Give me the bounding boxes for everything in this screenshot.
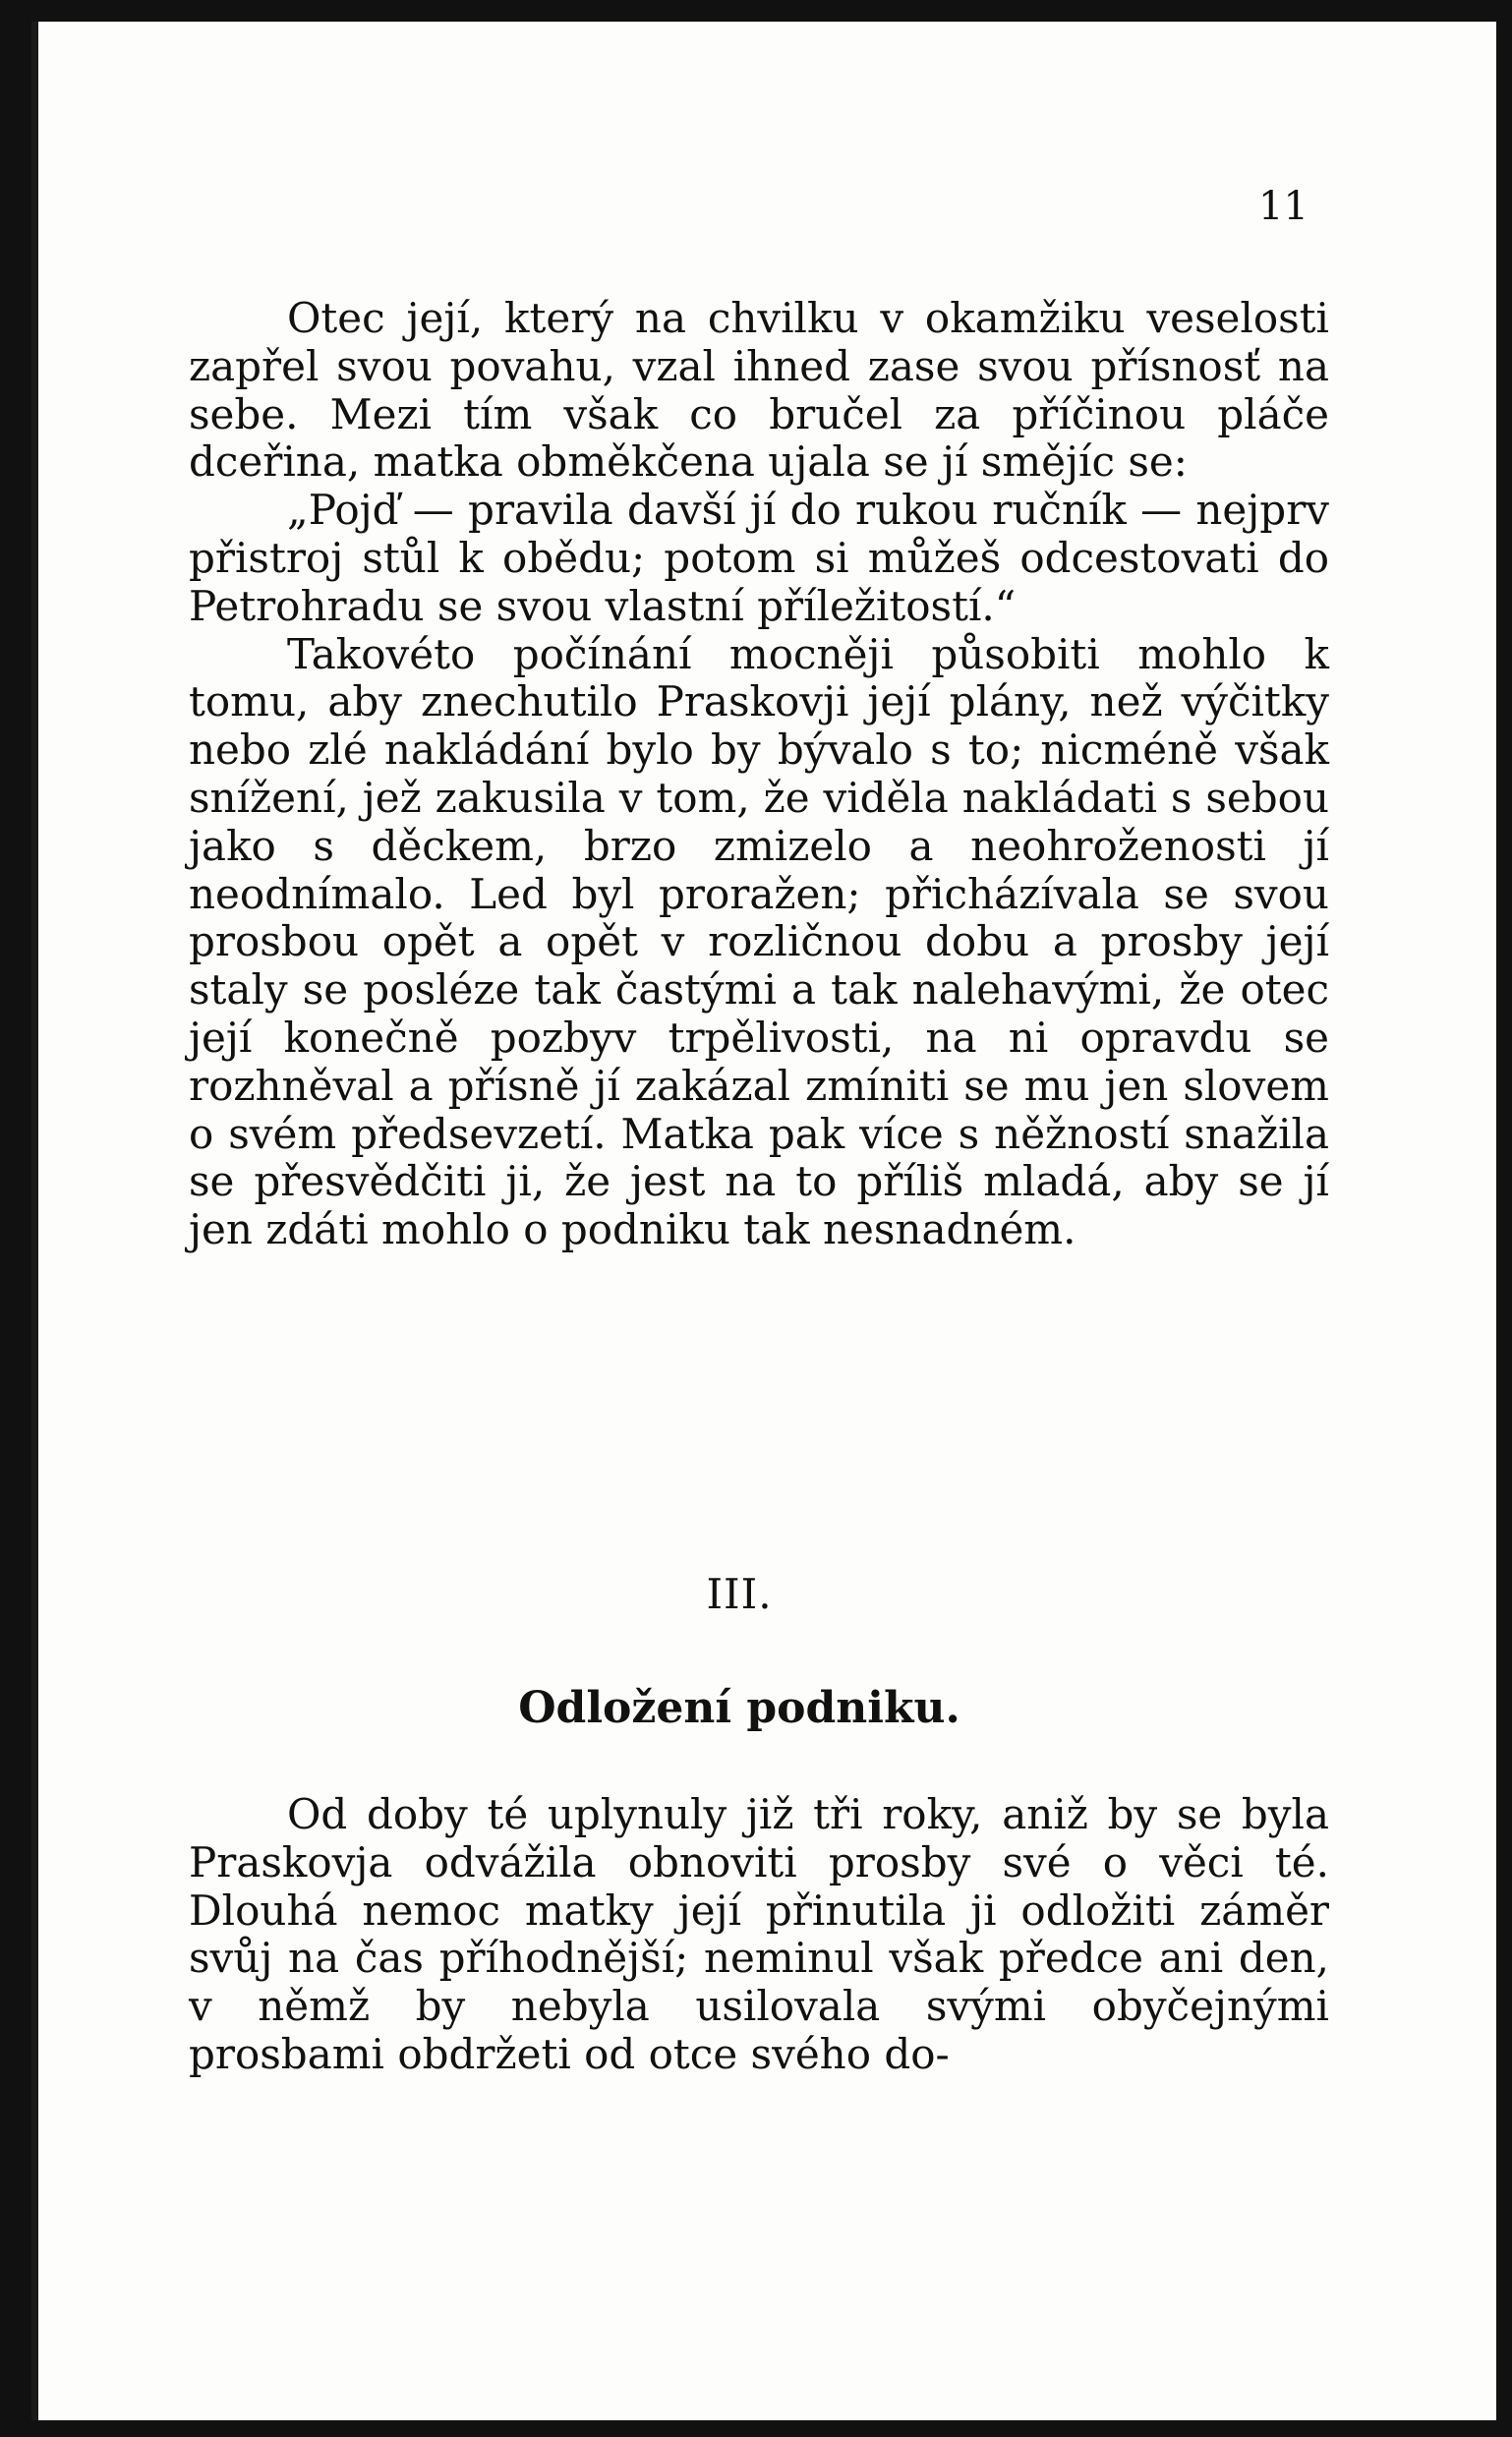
- chapter-title: Odložení podniku.: [518, 1683, 960, 1733]
- book-page: [31, 22, 1496, 2420]
- paragraph: Od doby té uplynuly již tři roky, aniž by se byla Praskovja odvážila obnoviti prosby své o věci té. Dlouhá nemoc matky její přinutila ji odložiti záměr svůj na čas příhodnější; neminul však předce ani den, v němž by nebyla usilovala svými obyčejnými prosbami obdržeti od otce svého do-: [189, 1790, 1329, 2078]
- page-edge-rule: [31, 22, 38, 2420]
- paragraph: „Pojď — pravila davší jí do rukou ručník — nejprv přistroj stůl k obědu; potom si můžeš odcestovati do Petrohradu se svou vlastní příležitostí.“: [189, 486, 1329, 630]
- bottom-text-block: [189, 1791, 1329, 2079]
- paragraph: Otec její, který na chvilku v okamžiku veselosti zapřel svou povahu, vzal ihned zase svou přísnosť na sebe. Mezi tím však co bručel za příčinou pláče dceřina, matka obměkčena ujala se jí smějíc se:: [189, 294, 1329, 487]
- top-text-block: [189, 295, 1329, 1254]
- chapter-number: III.: [706, 1570, 773, 1618]
- page-number: 11: [1258, 184, 1308, 229]
- paragraph: Takovéto počínání mocněji působiti mohlo k tomu, aby znechutilo Praskovji její plány, než výčitky nebo zlé nakládání bylo by bývalo s to; nicméně však snížení, jež zakusila v tom, že viděla nakládati s sebou jako s děckem, brzo zmizelo a neohroženosti jí neodnímalo. Led byl proražen; přicházívala se svou prosbou opět a opět v rozličnou dobu a prosby její staly se posléze tak častými a tak nalehavými, že otec její konečně pozbyv trpělivosti, na ni opravdu se rozhněval a přísně jí zakázal zmíniti se mu jen slovem o svém předsevzetí. Matka pak více s něžností snažila se přesvědčiti ji, že jest na to příliš mladá, aby se jí jen zdáti mohlo o podniku tak nesnadném.: [189, 629, 1329, 1254]
